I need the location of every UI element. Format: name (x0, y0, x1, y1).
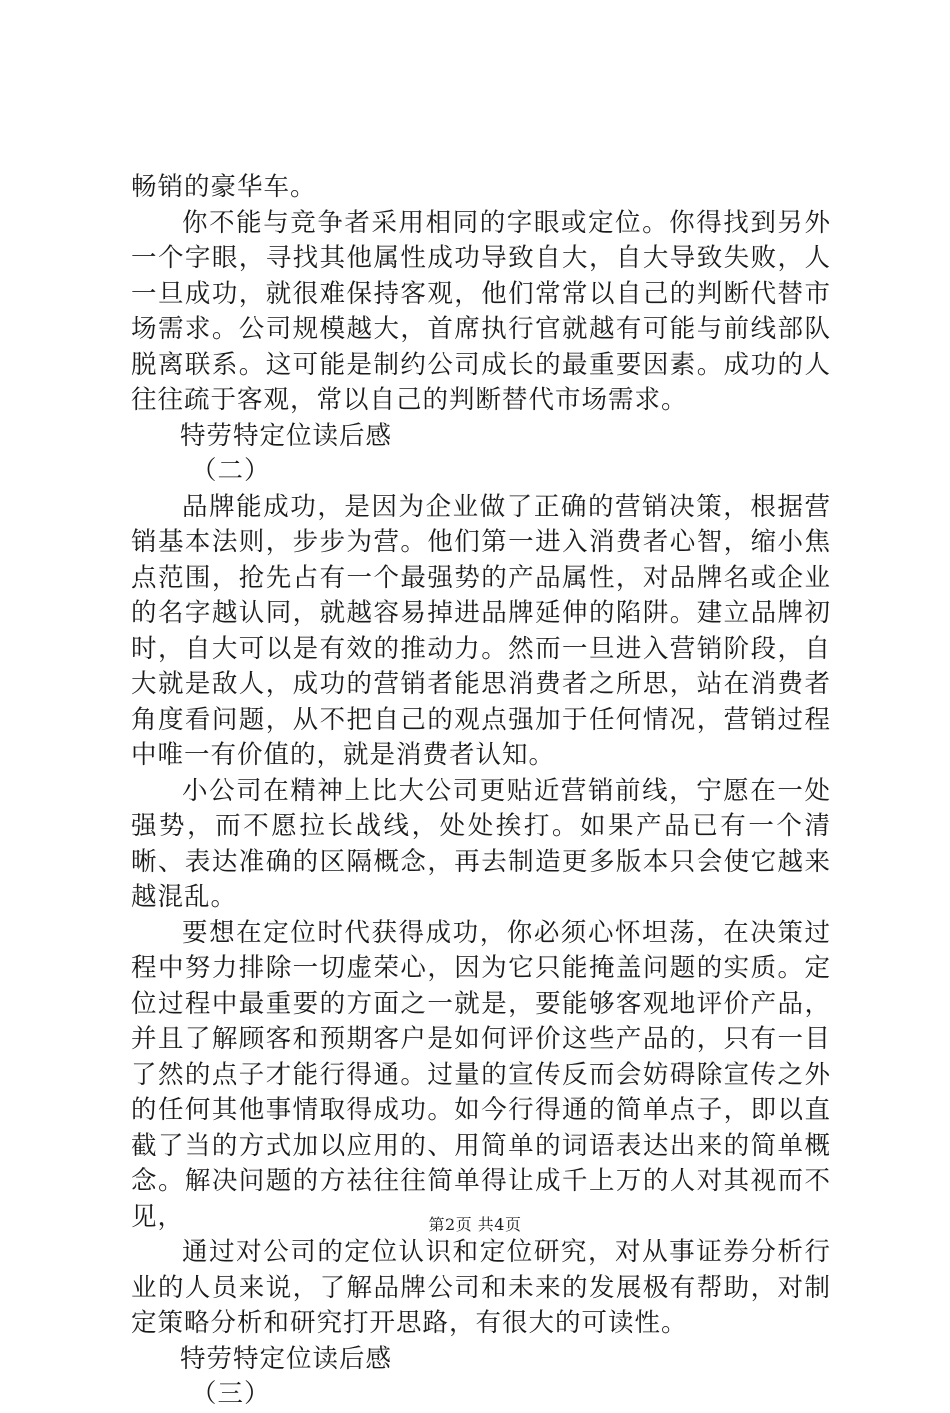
section-number: （二） (191, 456, 271, 486)
paragraph: 你不能与竞争者采用相同的字眼或定位。你得找到另外一个字眼，寻找其他属性成功导致自大，自大导致失败，人一旦成功，就很难保持客观，他们常常以自己的判断代替市场需求。公司规模越大，首席执行官就越有可能与前线部队脱离联系。这可能是制约公司成长的最重要因素。成功的人往往疏于客观，常以自己的判断替代市场需求。 (131, 207, 831, 415)
section-heading: 特劳特定位读后感 (180, 1343, 393, 1374)
page-footer (0, 1215, 950, 1235)
page-number-label: 第2页 共4页 (428, 1215, 522, 1234)
section-number: （三） (191, 1379, 271, 1409)
paragraph-continuation: 畅销的豪华车。 (131, 172, 317, 202)
section-heading: 特劳特定位读后感 (180, 420, 393, 451)
paragraph: 通过对公司的定位认识和定位研究，对从事证券分析行业的人员来说，了解品牌公司和未来的发展极有帮助，对制定策略分析和研究打开思路，有很大的可读性。 (131, 1237, 831, 1338)
paragraph: 小公司在精神上比大公司更贴近营销前线，宁愿在一处强势，而不愿拉长战线，处处挨打。如果产品已有一个清晰、表达准确的区隔概念，再去制造更多版本只会使它越来越混乱。 (131, 775, 831, 912)
paragraph: 品牌能成功，是因为企业做了正确的营销决策，根据营销基本法则，步步为营。他们第一进入消费者心智，缩小焦点范围，抢先占有一个最强势的产品属性，对品牌名或企业的名字越认同，就越容易掉进品牌延伸的陷阱。建立品牌初时，自大可以是有效的推动力。然而一旦进入营销阶段，自大就是敌人，成功的营销者能思消费者之所思，站在消费者角度看问题，从不把自己的观点强加于任何情况，营销过程中唯一有价值的，就是消费者认知。 (131, 491, 831, 770)
paragraph: 要想在定位时代获得成功，你必须心怀坦荡，在决策过程中努力排除一切虚荣心，因为它只能掩盖问题的实质。定位过程中最重要的方面之一就是，要能够客观地评价产品，并且了解顾客和预期客户是如何评价这些产品的，只有一目了然的点子才能行得通。过量的宣传反而会妨碍除宣传之外的任何其他事情取得成功。如今行得通的简单点子，即以直截了当的方式加以应用的、用简单的词语表达出来的简单概念。解决问题的方祛往往简单得让成千上万的人对其视而不见， (131, 917, 831, 1232)
